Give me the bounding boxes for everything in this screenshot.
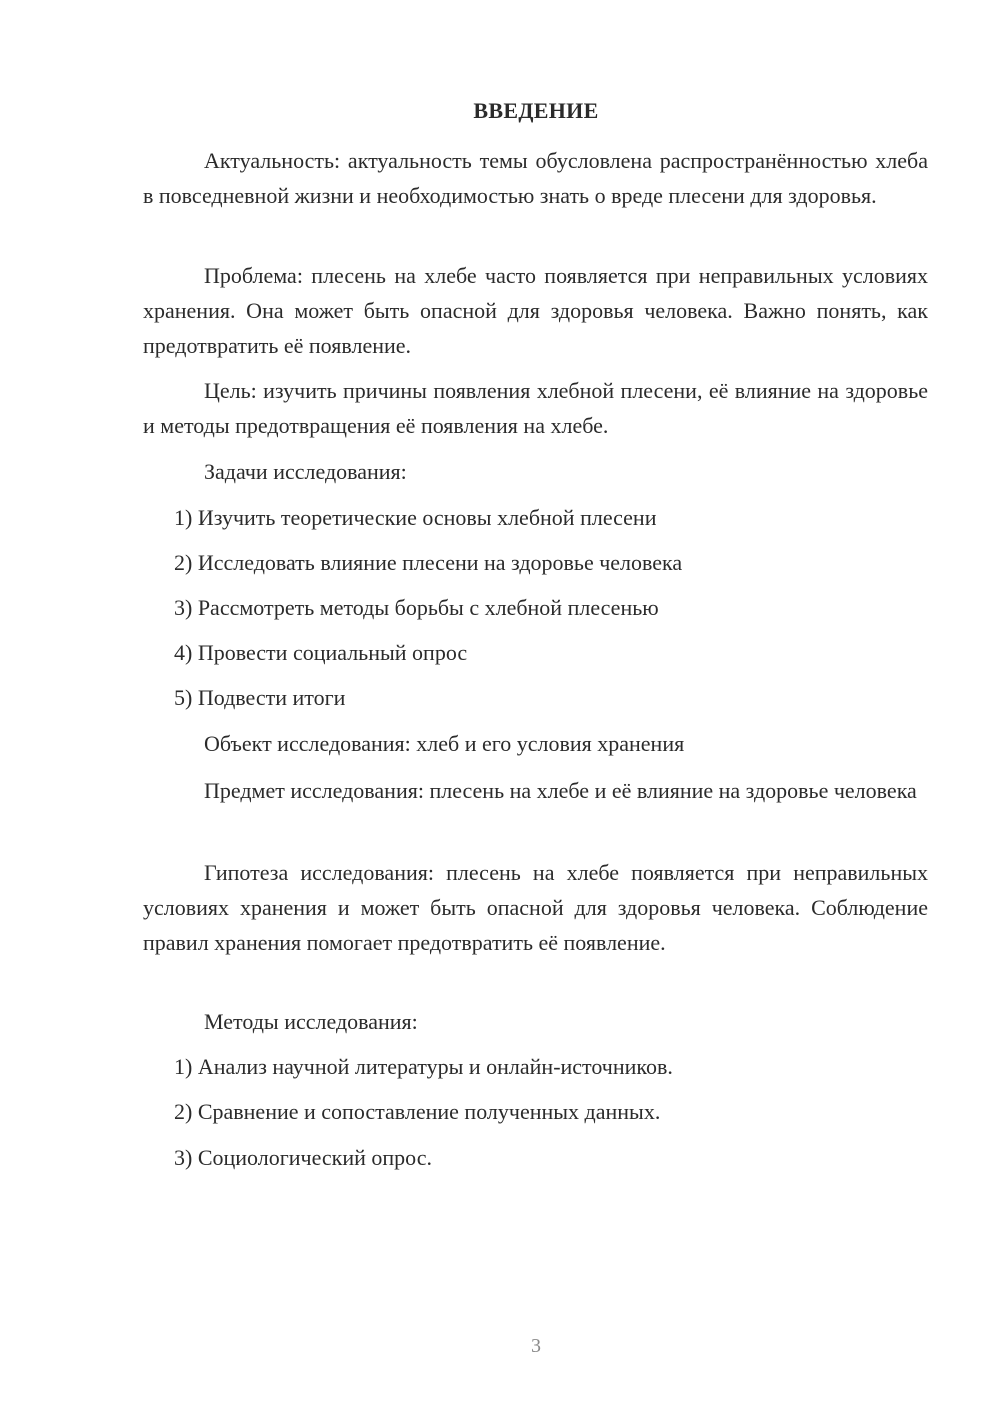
task-item: 1) Изучить теоретические основы хлебной плесени — [174, 505, 657, 530]
hypothesis-paragraph: Гипотеза исследования: плесень на хлебе появляется при неправильных условиях хранения и может быть опасной для здоровья человека. Соблюдение правил хранения помогает предотвратить её появление. — [143, 860, 928, 955]
tasks-heading: Задачи исследования: — [204, 459, 407, 484]
section-title: ВВЕДЕНИЕ — [473, 98, 599, 123]
page-number: 3 — [531, 1335, 541, 1357]
method-item: 1) Анализ научной литературы и онлайн-источников. — [174, 1054, 673, 1079]
task-item: 4) Провести социальный опрос — [174, 640, 468, 665]
task-item: 5) Подвести итоги — [174, 685, 346, 710]
method-item: 2) Сравнение и сопоставление полученных данных. — [174, 1099, 661, 1124]
goal-paragraph: Цель: изучить причины появления хлебной плесени, её влияние на здоровье и методы предотвращения её появления на хлебе. — [143, 378, 928, 438]
methods-heading: Методы исследования: — [204, 1009, 418, 1034]
object-line: Объект исследования: хлеб и его условия хранения — [204, 731, 685, 756]
relevance-paragraph: Актуальность: актуальность темы обусловлена распространённостью хлеба в повседневной жизни и необходимостью знать о вреде плесени для здоровья. — [143, 148, 928, 208]
problem-paragraph: Проблема: плесень на хлебе часто появляется при неправильных условиях хранения. Она может быть опасной для здоровья человека. Важно понять, как предотвратить её появление. — [143, 263, 928, 358]
subject-paragraph: Предмет исследования: плесень на хлебе и её влияние на здоровье человека — [204, 778, 917, 803]
method-item: 3) Социологический опрос. — [174, 1145, 432, 1170]
task-item: 2) Исследовать влияние плесени на здоровье человека — [174, 550, 683, 575]
task-item: 3) Рассмотреть методы борьбы с хлебной плесенью — [174, 595, 659, 620]
